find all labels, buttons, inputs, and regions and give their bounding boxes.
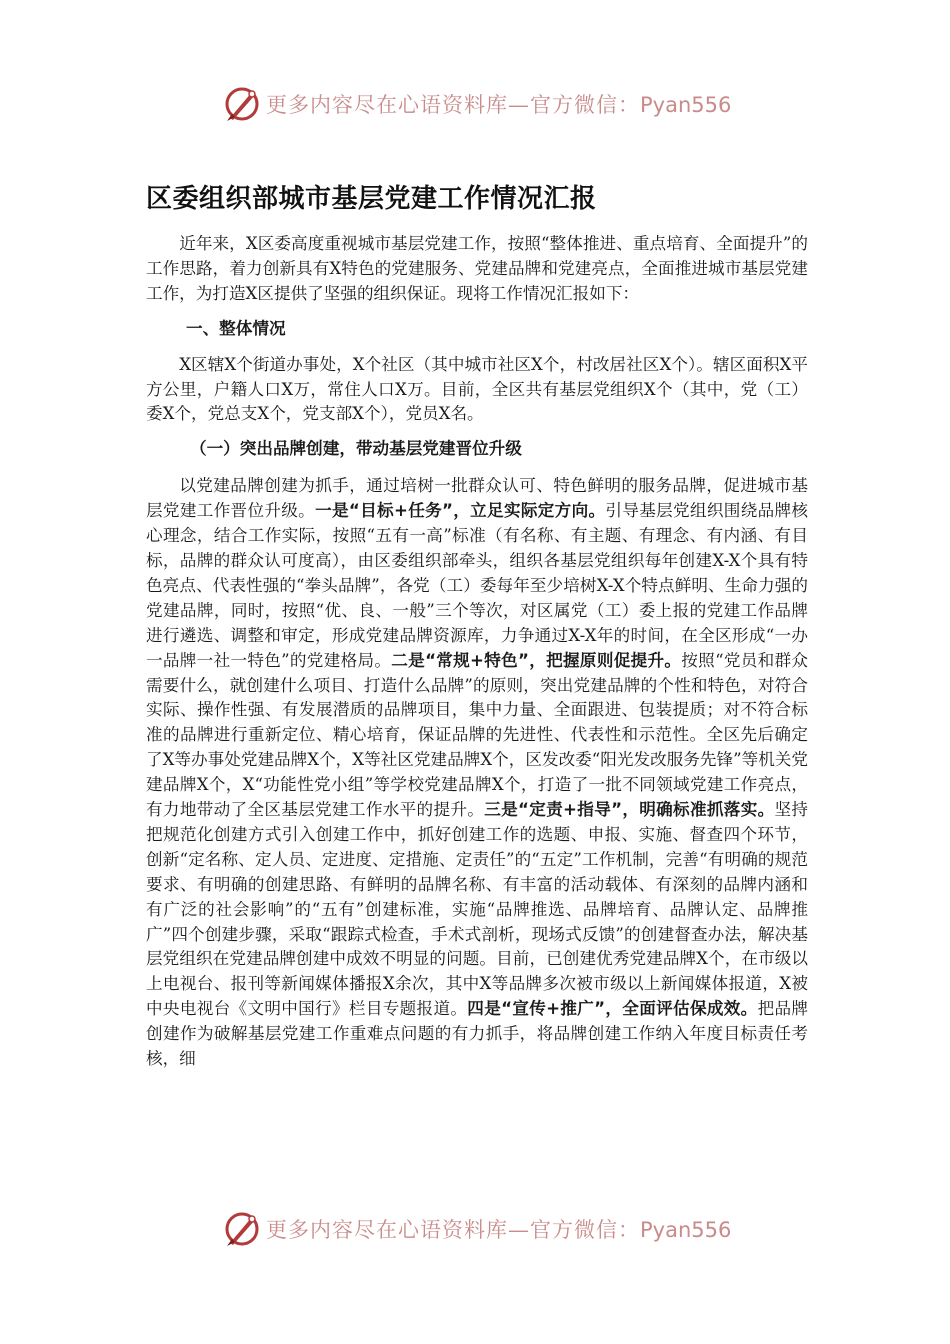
bold-point-4: 四是“宣传+推广”，全面评估保成效。 (467, 999, 758, 1019)
overview-paragraph: X区辖X个街道办事处，X个社区（其中城市社区X个，村改居社区X个）。辖区面积X平方公里，户籍人口X万，常住人口X万。目前，全区共有基层党组织X个（其中，党（工）委X个，党总支X个，党支部X个），党员X名。 (146, 354, 808, 424)
wechat-id: Pyan556 (640, 93, 732, 117)
document-body (146, 232, 808, 1072)
body-text: 引导基层党组织围绕品牌核心理念，结合工作实际，按照“五有一高”标准（有名称、有主题、有理念、有内涵、有目标，品牌的群众认可度高），由区委组织部牵头，组织各基层党组织每年创建X-X个具有特色亮点、代表性强的“拳头品牌”，各党（工）委每年至少培树X-X个特点鲜明、生命力强的党建品牌，同时，按照“优、良、一般”三个等次，对区属党（工）委上报的党建工作品牌进行遴选、调整和审定，形成党建品牌资源库，力争通过X-X年的时间，在全区形成“一办一品牌一社一特色”的党建格局。 (146, 501, 809, 670)
brand-paragraph (146, 474, 808, 1072)
wechat-id: Pyan556 (640, 1218, 732, 1242)
pen-nib-logo-icon (222, 1209, 262, 1249)
bold-point-2: 二是“常规+特色”，把握原则促提升。 (391, 650, 682, 670)
bold-point-3: 三是“定责+指导”，明确标准抓落实。 (484, 800, 775, 820)
body-text: 坚持把规范化创建方式引入创建工作中，抓好创建工作的选题、申报、实施、督查四个环节，创新“定名称、定人员、定进度、定措施、定责任”的“五定”工作机制，完善“有明确的规范要求、有明确的创建思路、有鲜明的品牌名称、有丰富的活动载体、有深刻的品牌内涵和有广泛的社会影响”的“五有”创建标准，实施“品牌推选、品牌培育、品牌认定、品牌推广”四个创建步骤，采取“跟踪式检查，手术式剖析，现场式反馈”的创建督查办法，解决基层党组织在党建品牌创建中成效不明显的问题。目前，已创建优秀党建品牌X个，在市级以上电视台、报刊等新闻媒体播报X余次，其中X等品牌多次被市级以上新闻媒体报道，X被中央电视台《文明中国行》栏目专题报道。 (146, 800, 809, 1019)
footer-banner (0, 1207, 950, 1251)
pen-nib-logo-icon (222, 84, 262, 124)
subsection-heading: （一）突出品牌创建，带动基层党建晋位升级 (190, 439, 522, 459)
body-text: 按照“党员和群众需要什么，就创建什么项目、打造什么品牌”的原则，突出党建品牌的个性和特色，对符合实际、操作性强、有发展潜质的品牌项目，集中力量、全面跟进、包装提质；对不符合标准的品牌进行重新定位、精心培育，保证品牌的先进性、代表性和示范性。全区先后确定了X等办事处党建品牌X个，X等社区党建品牌X个，区发改委“阳光发改服务先锋”等机关党建品牌X个，X“功能性党小组”等学校党建品牌X个，打造了一批不同领域党建工作亮点，有力地带动了全区基层党建工作水平的提升。 (146, 650, 809, 820)
banner-slogan: 更多内容尽在心语资料库—官方微信： (266, 1218, 640, 1242)
banner-text (266, 89, 731, 119)
bold-point-1: 一是“目标+任务”，立足实际定方向。 (315, 501, 606, 521)
body-text: 把品牌创建作为破解基层党建工作重难点问题的有力抓手，将品牌创建工作纳入年度目标责任考核，细 (146, 999, 809, 1069)
section-heading: 一、整体情况 (186, 318, 286, 338)
header-banner (0, 82, 950, 126)
banner-text (266, 1214, 731, 1244)
document-title: 区委组织部城市基层党建工作情况汇报 (146, 184, 597, 214)
intro-paragraph: 近年来，X区委高度重视城市基层党建工作，按照“整体推进、重点培育、全面提升”的工作思路，着力创新具有X特色的党建服务、党建品牌和党建亮点，全面推进城市基层党建工作，为打造X区提供了坚强的组织保证。现将工作情况汇报如下： (146, 234, 808, 303)
body-text: 以党建品牌创建为抓手，通过培树一批群众认可、特色鲜明的服务品牌，促进城市基层党建工作晋位升级。 (146, 476, 808, 521)
banner-slogan: 更多内容尽在心语资料库—官方微信： (266, 93, 640, 117)
